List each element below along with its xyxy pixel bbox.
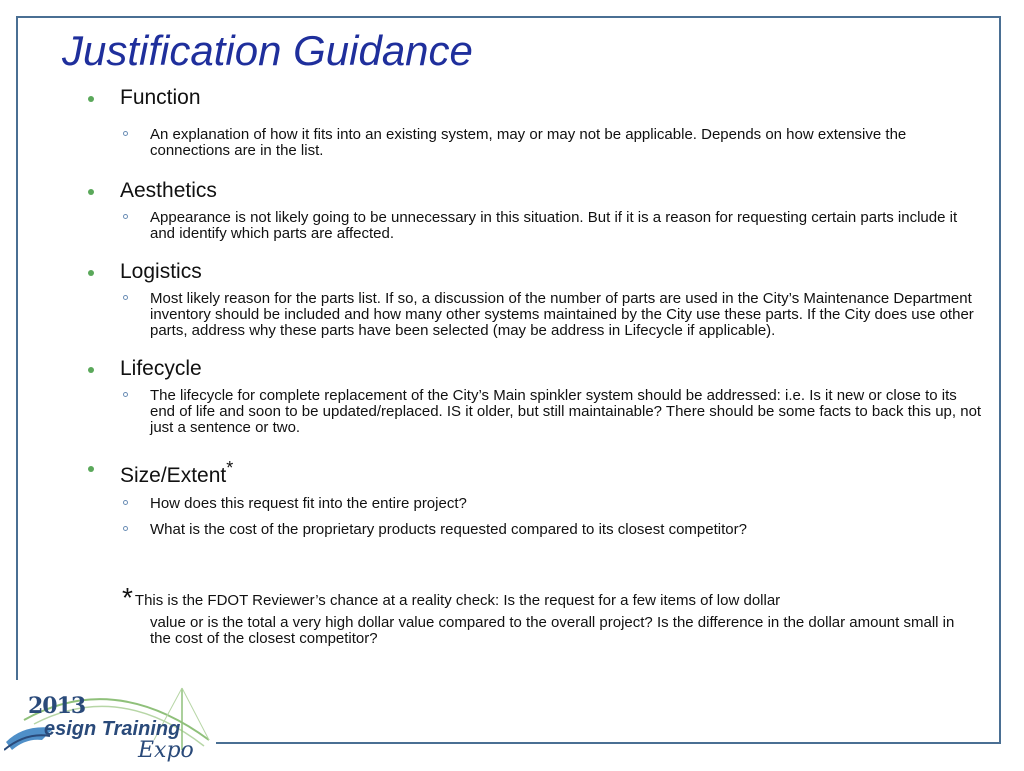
sub-bullet bbox=[88, 522, 983, 538]
heading-text: Function bbox=[120, 86, 201, 109]
bullet-dot-icon bbox=[88, 367, 94, 373]
footnote-asterisk: * bbox=[122, 582, 133, 613]
sub-bullet-text: An explanation of how it fits into an existing system, may or may not be applicable. Depends on how extensive the connections are in the list. bbox=[150, 126, 907, 159]
sub-bullet-ring-icon bbox=[123, 500, 128, 505]
sub-bullet-text: How does this request fit into the entire project? bbox=[150, 495, 467, 512]
section-heading bbox=[88, 456, 983, 488]
sub-bullet bbox=[88, 291, 983, 339]
section-lifecycle bbox=[88, 357, 983, 436]
slide-title: Justification Guidance bbox=[62, 27, 473, 74]
bullet-dot-icon bbox=[88, 96, 94, 102]
sub-bullet-ring-icon bbox=[123, 214, 128, 219]
footnote-first-line: This is the FDOT Reviewer’s chance at a reality check: Is the request for a few items of low dollar bbox=[134, 592, 781, 609]
sub-bullet-ring-icon bbox=[123, 526, 128, 531]
section-size-extent bbox=[88, 456, 983, 538]
footnote-rest: value or is the total a very high dollar value compared to the overall project? Is the difference in the dollar amount small in the cost of the closest competitor? bbox=[150, 614, 955, 647]
sub-bullet-ring-icon bbox=[123, 392, 128, 397]
logo-expo-text: Expo bbox=[138, 738, 194, 763]
heading-text: Logistics bbox=[120, 260, 202, 283]
sub-bullet-text: The lifecycle for complete replacement of the City’s Main spinkler system should be addressed: i.e. Is it new or close to its end of life and soon to be updated/replaced. IS it older, but still maintainable? There should be some facts to back this up, not just a sentence or two. bbox=[150, 387, 982, 436]
section-logistics bbox=[88, 260, 983, 339]
logo-design-text: esign Training bbox=[44, 718, 181, 740]
sub-bullet-text: Most likely reason for the parts list. If so, a discussion of the number of parts are used in the City’s Maintenance Department inventory should be included and how many other systems maintained by the City use these parts. If the City does use other parts, address why these parts have been selected (may be address in Lifecycle if applicable). bbox=[150, 290, 974, 339]
logo-year: 2013 bbox=[28, 693, 86, 719]
section-aesthetics bbox=[88, 179, 983, 242]
heading-text: Size/Extent bbox=[120, 464, 227, 487]
heading-text: Aesthetics bbox=[120, 179, 217, 202]
bullet-dot-icon bbox=[88, 466, 94, 472]
bullet-list bbox=[88, 86, 983, 538]
heading-text: Lifecycle bbox=[120, 357, 202, 380]
sub-bullet bbox=[88, 210, 983, 242]
sub-bullet-ring-icon bbox=[123, 295, 128, 300]
section-heading bbox=[88, 86, 983, 110]
bullet-dot-icon bbox=[88, 189, 94, 195]
sub-bullet-ring-icon bbox=[123, 131, 128, 136]
sub-bullet-text: What is the cost of the proprietary products requested compared to its closest competitor? bbox=[150, 521, 747, 538]
footnote bbox=[122, 582, 977, 647]
sub-bullet bbox=[88, 496, 983, 512]
sub-bullet bbox=[88, 388, 983, 436]
section-heading bbox=[88, 179, 983, 203]
sub-bullet-text: Appearance is not likely going to be unnecessary in this situation. But if it is a reason for requesting certain parts include it and identify which parts are affected. bbox=[150, 209, 958, 242]
heading-asterisk: * bbox=[226, 458, 234, 478]
sub-bullet bbox=[88, 127, 983, 159]
section-heading bbox=[88, 357, 983, 381]
bullet-dot-icon bbox=[88, 270, 94, 276]
section-function bbox=[88, 86, 983, 159]
section-heading bbox=[88, 260, 983, 284]
